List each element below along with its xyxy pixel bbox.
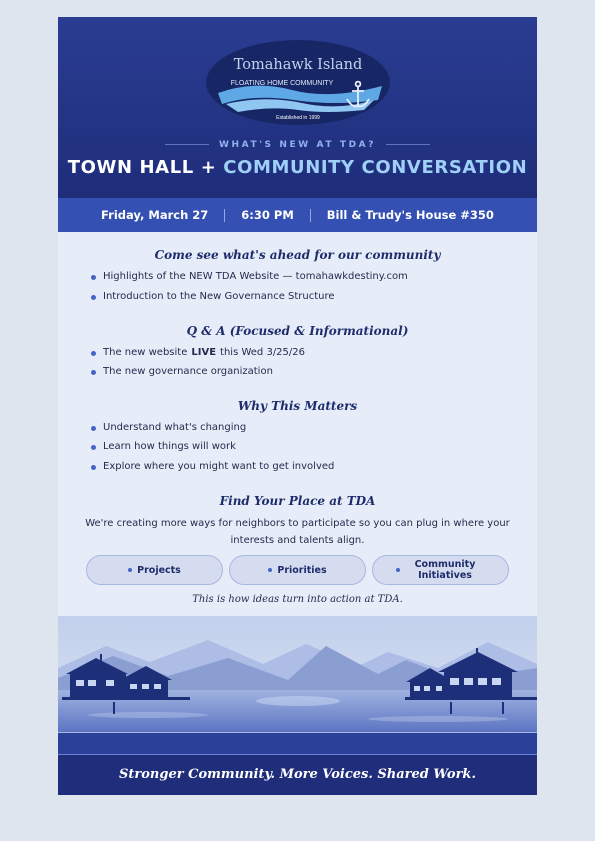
section-title: Why This Matters	[237, 399, 358, 413]
bullet-icon	[128, 568, 132, 572]
bullet-icon	[91, 370, 96, 375]
event-time: 6:30 PM	[241, 208, 294, 222]
bullet-icon	[396, 568, 400, 572]
bullet-icon	[91, 275, 96, 280]
divider	[224, 209, 225, 222]
pill-priorities: Priorities	[229, 555, 366, 585]
list-item: Understand what's changing	[103, 422, 246, 433]
kicker-text: WHAT'S NEW AT TDA?	[218, 140, 377, 150]
intro-paragraph: We're creating more ways for neighbors to participate so you can plug in where your interests and talents align.	[85, 518, 510, 546]
bullet-icon	[91, 445, 96, 450]
section-title: Find Your Place at TDA	[219, 494, 376, 508]
kicker-rule-right	[386, 144, 430, 145]
kicker	[58, 140, 537, 150]
headline	[58, 157, 537, 178]
footer-banner	[58, 754, 537, 795]
list-item: Introduction to the New Governance Structure	[103, 291, 335, 302]
svg-text:Established in 1999: Established in 1999	[276, 115, 320, 121]
event-date: Friday, March 27	[101, 208, 209, 222]
section-title: Q & A (Focused & Informational)	[186, 324, 409, 338]
headline-part-1: TOWN HALL +	[67, 157, 217, 178]
floating-homes-illustration	[58, 616, 537, 754]
list-item: The new governance organization	[103, 366, 273, 377]
tagline: This is how ideas turn into action at TDA.	[192, 594, 403, 605]
headline-part-2: COMMUNITY CONVERSATION	[223, 157, 528, 178]
kicker-rule-left	[165, 144, 209, 145]
list-item: Explore where you might want to get involved	[103, 461, 334, 472]
event-location: Bill & Trudy's House #350	[326, 208, 494, 222]
tomahawk-island-logo	[206, 40, 390, 125]
bullet-icon	[91, 295, 96, 300]
section-title: Come see what's ahead for our community	[154, 248, 441, 262]
bullet-icon	[268, 568, 272, 572]
header	[58, 17, 537, 198]
footer-slogan: Stronger Community. More Voices. Shared Work.	[119, 767, 476, 782]
svg-text:FLOATING HOME COMMUNITY: FLOATING HOME COMMUNITY	[230, 80, 334, 87]
flyer-body	[58, 232, 537, 616]
bullet-icon	[91, 426, 96, 431]
svg-text:Tomahawk Island: Tomahawk Island	[233, 57, 363, 73]
bullet-icon	[91, 465, 96, 470]
list-item: Highlights of the NEW TDA Website — tomahawkdestiny.com	[103, 271, 408, 282]
event-info-bar	[58, 198, 537, 232]
bullet-icon	[91, 351, 96, 356]
pill-projects: Projects	[86, 555, 223, 585]
list-item: Learn how things will work	[103, 441, 236, 452]
divider	[310, 209, 311, 222]
live-emphasis: LIVE	[191, 347, 217, 358]
flyer	[58, 17, 537, 795]
list-item: The new website LIVE this Wed 3/25/26	[103, 347, 305, 358]
pill-community-initiatives: Community Initiatives	[372, 555, 509, 585]
